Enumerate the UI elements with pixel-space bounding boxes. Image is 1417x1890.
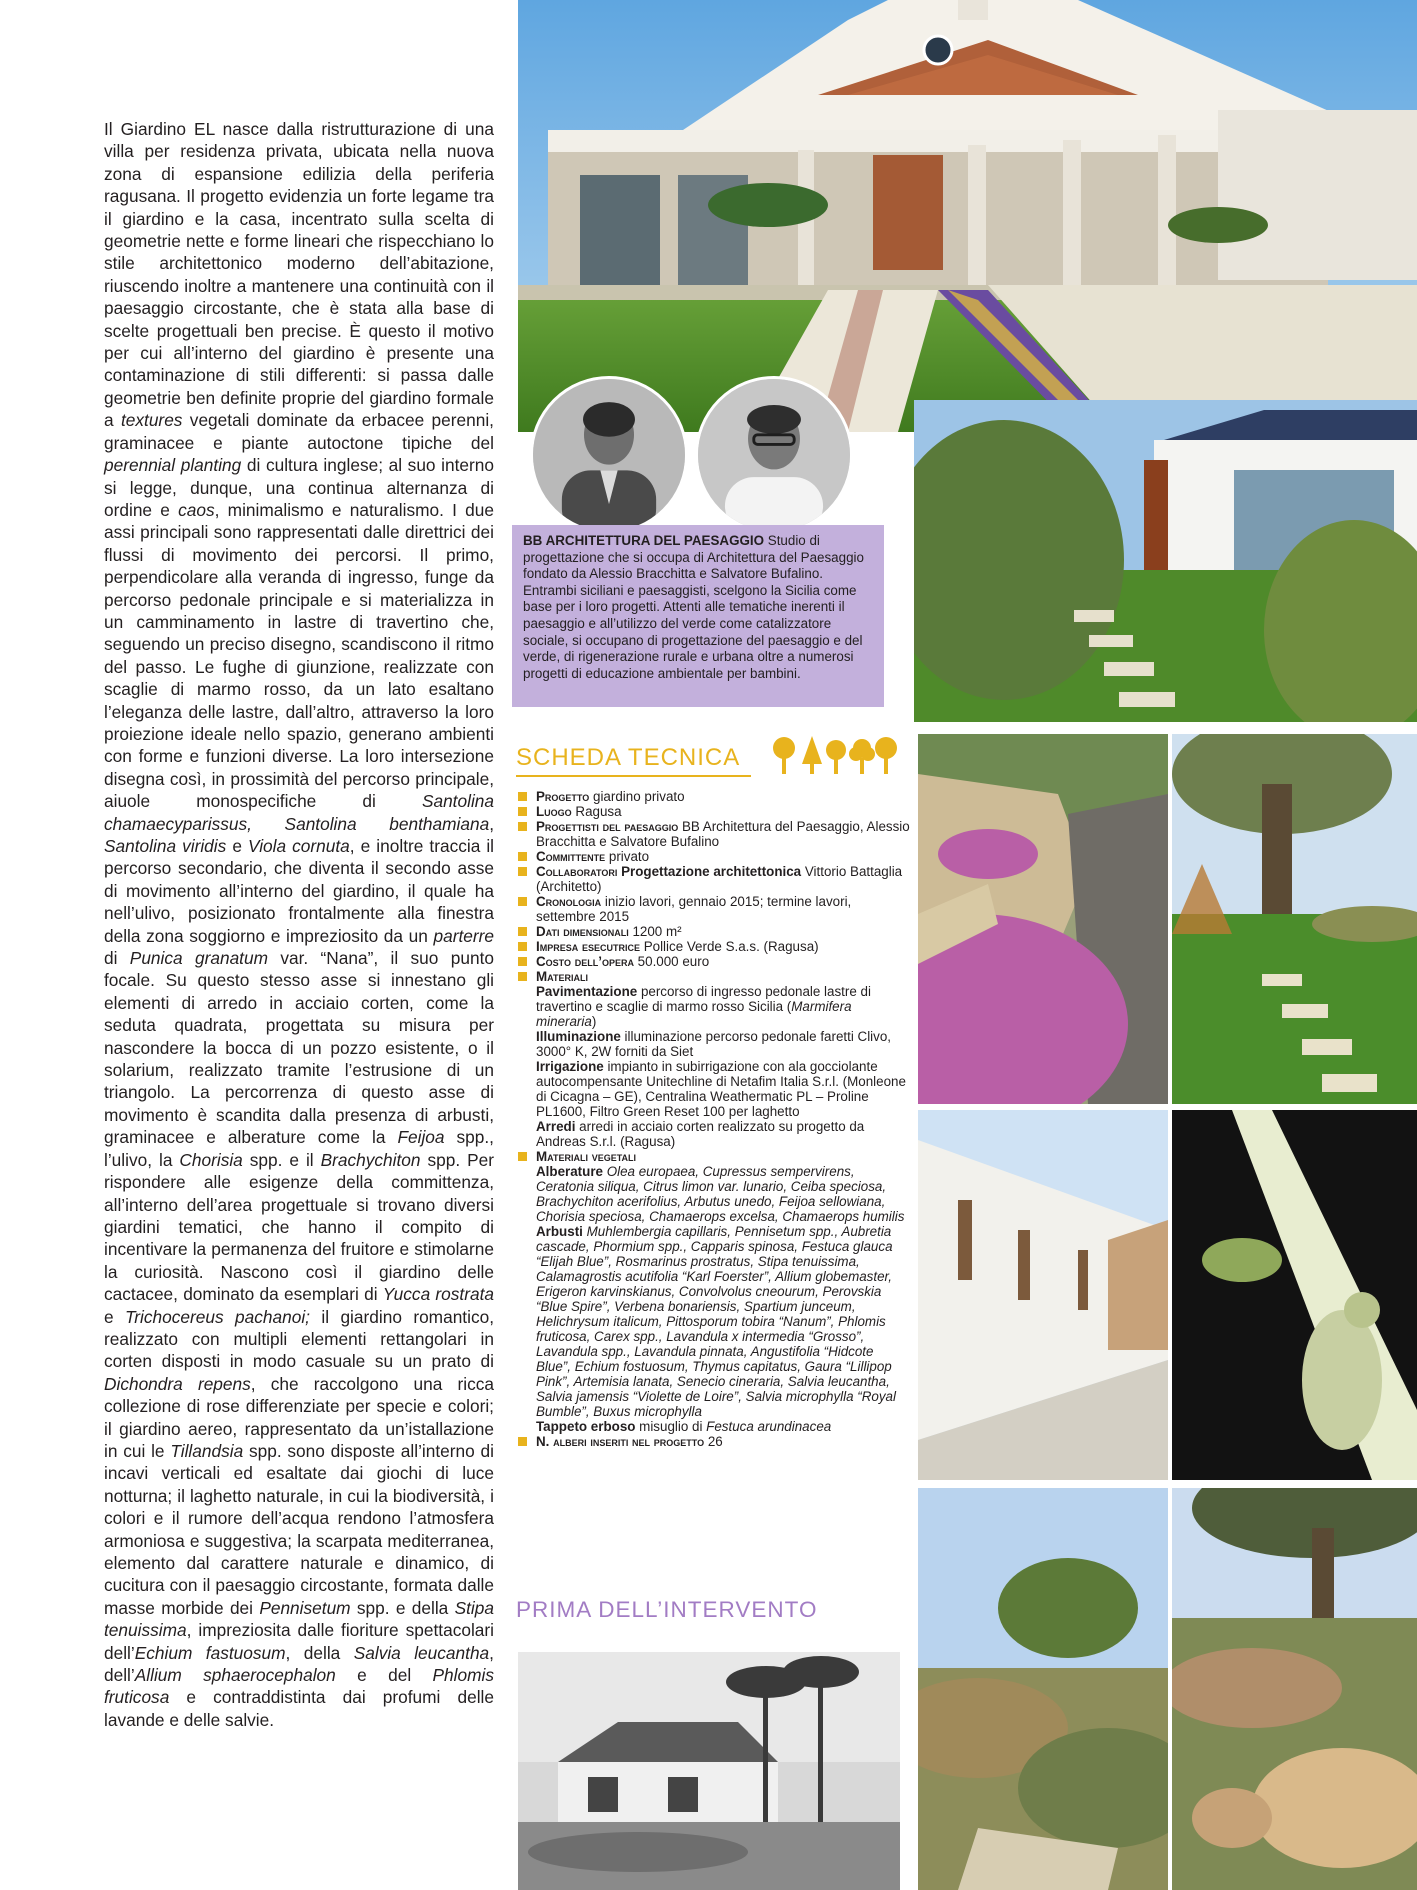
article-italic-run: Yucca rostrata [382, 1284, 494, 1305]
article-body [104, 118, 494, 1731]
scheda-key: Costo dell’opera [536, 954, 634, 969]
article-text-run: , che raccolgono una ricca collezione di rose differenziate per specie e colori; il giardino aereo, rappresentato da un’istallazione in cui le [104, 1373, 494, 1461]
bio-title: BB ARCHITETTURA DEL PAESAGGIO [523, 533, 765, 548]
portrait-alessio-bracchitta [530, 376, 688, 534]
scheda-rule [516, 775, 751, 777]
scheda-key: Cronologia [536, 894, 602, 909]
article-italic-run: Santolina viridis [104, 836, 227, 856]
scheda-sub-arbusti [536, 1224, 910, 1419]
article-italic-run: Santolina chamaecyparissus, Santolina benthamiana [104, 791, 494, 834]
article-italic-run: Trichocereus pachanoi; [125, 1306, 310, 1327]
scheda-list [518, 789, 910, 1449]
photo-tillandsia-installation [1172, 1110, 1417, 1480]
scheda-value: arredi in acciaio corten realizzato su progetto da Andreas S.r.l. (Ragusa) [536, 1119, 865, 1149]
scheda-subkey: Progettazione architettonica [617, 864, 802, 879]
article-italic-run: Stipa tenuissima [104, 1597, 494, 1641]
trees-icon [770, 734, 900, 778]
scheda-value: percorso di ingresso pedonale lastre di travertino e scaglie di marmo rosso Sicilia ( [536, 984, 871, 1014]
scheda-subkey: Pavimentazione [536, 984, 638, 999]
scheda-item-collaboratori [518, 864, 910, 894]
article-text-run: , della [285, 1642, 354, 1663]
article-text-run: e [104, 1306, 126, 1327]
scheda-subkey: Irrigazione [536, 1059, 604, 1074]
article-text-run: spp. e il [242, 1149, 321, 1170]
scheda-sub-illuminazione [536, 1029, 910, 1059]
scheda-key: Dati dimensionali [536, 924, 629, 939]
designer-bio-box [512, 525, 884, 707]
article-text-run: il giardino romantico, realizzato con multipli elementi rettangolari in corten disposti in modo casuale su un prato di [104, 1306, 494, 1372]
article-italic-run: Pennisetum [259, 1597, 351, 1618]
article-italic-run: Allium sphaerocephalon [134, 1665, 336, 1686]
article-text-run: e contraddistinta dai profumi delle lavande e delle salvie. [104, 1687, 494, 1730]
article-text-run: vegetali dominate da erbacee perenni, graminacee e piante autoctone tipiche del [104, 410, 494, 453]
article-text-run: var. “Nana”, il suo punto focale. Su questo stesso asse si innestano gli elementi di arredo in acciaio corten, come la seduta quadrata, progettata su misura per nascondere la bocca di un pozzo esistente, o il solarium, realizzato tramite l’estrusione di un triangolo. La percorrenza di questo asse di movimento è scandita dalla presenza di arbusti, graminacee e alberature come la [104, 948, 494, 1148]
article-italic-run: Echium fastuosum [134, 1642, 286, 1663]
scheda-item-progetto [518, 789, 910, 804]
photo-mediterranean-slope [918, 1488, 1168, 1890]
scheda-subkey: Tappeto erboso [536, 1419, 636, 1434]
photo-modern-wing [914, 400, 1417, 722]
scheda-sub-arredi [536, 1119, 910, 1149]
scheda-value: impianto in subirrigazione con ala gocciolante autocompensante Unitechline di Netafim Italia S.r.l. (Monleone di Cicagna – GE), Centralina Weathermatic PL – Proline PL1600, Filtro Green Reset 100 per laghetto [536, 1059, 906, 1119]
article-text-run: e [226, 836, 248, 856]
scheda-value-italic: Marmifera mineraria [536, 999, 852, 1029]
scheda-item-committente [518, 849, 910, 864]
scheda-key: Materiali vegetali [536, 1149, 637, 1164]
scheda-subkey: Arredi [536, 1119, 576, 1134]
scheda-sub-alberature [536, 1164, 910, 1224]
article-text-run: , [489, 813, 494, 834]
article-text-run: Il Giardino EL nasce dalla ristrutturazione di una villa per residenza privata, ubicata nella nuova zona di espansione edilizia della periferia ragusana. Il progetto evidenzia un forte legame tra il giardino e la casa, incentrato sulla scelta di geometrie nette e forme lineari che rispecchiano lo stile architettonico moderno dell’abitazione, riuscendo inoltre a mantenere una continuità con il paesaggio circostante, che è stata alla base di scelte progettuali ben precise. È questo il motivo per cui all’interno del giardino è presente una contaminazione di stili differenti: si passa dalle geometrie ben definite proprie del giardino formale a [104, 119, 494, 431]
article-text-run: , minimalismo e naturalismo. I due assi principali sono rappresentati dalle direttrici dei flussi di movimento dei percorsi. Il primo, perpendicolare alla veranda di ingresso, funge da percorso pedonale principale e si materializza in un camminamento in lastre di travertino che, seguendo un preciso disegno, scandiscono il ritmo del passo. Le fughe di giunzione, realizzate con scaglie di marmo rosso, da un lato esaltano l’eleganza delle lastre, dall’altro, attraverso la loro proiezione ideale nello spazio, generano ambienti con forme e funzioni diverse. La loro intersezione disegna così, in prossimità del percorso principale, aiuole monospecifiche di [104, 499, 494, 812]
scheda-value: Ragusa [571, 804, 622, 819]
scheda-header [516, 734, 906, 782]
scheda-key: Materiali [536, 969, 588, 984]
scheda-item-cronologia [518, 894, 910, 924]
article-italic-run: Tillandsia [170, 1440, 244, 1461]
photo-corten-wall [918, 1110, 1168, 1480]
article-italic-run: parterre [433, 925, 494, 946]
scheda-subkey: Alberature [536, 1164, 603, 1179]
article-italic-run: Feijoa [397, 1127, 445, 1148]
scheda-item-materiali [518, 969, 910, 1149]
scheda-key: Impresa esecutrice [536, 939, 640, 954]
photo-olive-tree [1172, 734, 1417, 1104]
article-italic-run: Phlomis fruticosa [104, 1665, 494, 1708]
scheda-value-italic: Festuca arundinacea [706, 1419, 832, 1434]
article-text-run: spp. e della [350, 1597, 455, 1618]
scheda-key: Collaboratori [536, 864, 618, 879]
scheda-title: SCHEDA TECNICA [516, 744, 741, 771]
scheda-key: Progettisti del paesaggio [536, 819, 679, 834]
article-text-run: e del [335, 1665, 433, 1686]
article-italic-run: Chorisia [179, 1149, 243, 1170]
scheda-item-n-alberi [518, 1434, 910, 1449]
scheda-subkey: Arbusti [536, 1224, 583, 1239]
scheda-item-costo [518, 954, 910, 969]
scheda-value: 50.000 euro [633, 954, 710, 969]
article-paragraph [104, 118, 494, 1731]
article-italic-run: Brachychiton [320, 1149, 421, 1170]
scheda-value: ) [591, 1014, 597, 1029]
scheda-sub-irrigazione [536, 1059, 910, 1119]
scheda-value: Vittorio Battaglia (Architetto) [536, 864, 903, 894]
scheda-item-impresa [518, 939, 910, 954]
article-text-run: di cultura inglese; al suo interno si legge, dunque, una continua alternanza di ordine e [104, 455, 494, 520]
photo-garden-stones [1172, 1488, 1417, 1890]
scheda-sub-pavimentazione [536, 984, 910, 1029]
article-text-run: , impreziosita dalle fioriture spettacolari dell’ [104, 1620, 494, 1663]
article-italic-run: Punica granatum [129, 948, 268, 969]
scheda-value: Pollice Verde S.a.s. (Ragusa) [639, 939, 819, 954]
scheda-value: inizio lavori, gennaio 2015; termine lavori, settembre 2015 [536, 894, 852, 924]
article-text-run: , e inoltre traccia il percorso secondario, che diventa il secondo asse di movimento all’interno del giardino, il quale ha nell’ulivo, posizionato frontalmente alla finestra della zona soggiorno e impreziosito da un [104, 836, 495, 946]
photo-before-intervention [518, 1652, 900, 1890]
article-italic-run: Viola cornuta [247, 836, 350, 856]
scheda-key: Progetto [536, 789, 590, 804]
article-text-run: spp. Per rispondere alle esigenze della committenza, all’interno dell’area progettuale si trovano diversi giardini tematici, che hanno il compito di incentivare la permanenza del fruitore e stimolarne la curiosità. Nascono così il giardino delle cactacee, dominato da esemplari di [104, 1149, 494, 1305]
article-text-run: , dell’ [104, 1642, 494, 1686]
scheda-value-italic: Muhlembergia capillaris, Pennisetum spp., Aubretia cascade, Phormium spp., Capparis spinosa, Festuca glauca “Elijah Blue”, Rosmarinus prostratus, Stipa tenuissima, Calamagrostis acutifolia “Karl Foerster”, Allium globemaster, Erigeron karvinskianus, Convolvolus cneourum, Perovskia “Blue Spire”, Verbena bonariensis, Spartium junceum, Helichrysum italicum, Pittosporum tobira “Nanum”, Phlomis fruticosa, Carex spp., Lavandula x intermedia “Grosso”, Lavandula spp., Lavandula pinnata, Angustifolia “Hidcote Blue”, Echium fostuosum, Thymus capitatus, Gaura “Lillipop Pink”, Artemisia lanata, Senecio cineraria, Salvia leucantha, Salvia jamensis “Violette de Loire”, Salvia microphylla “Royal Bumble”, Buxus microphylla [536, 1224, 896, 1419]
prima-title: PRIMA DELL’INTERVENTO [516, 1597, 818, 1622]
photo-flower-rockery [918, 734, 1168, 1104]
article-text-run: spp. sono disposte all’interno di incavi verticali ed esaltate dai giochi di luce notturna; il laghetto naturale, in cui la biodiversità, i colori e il rumore dell’acqua rendono l’atmosfera armoniosa e suggestiva; la scarpata mediterranea, elemento dal carattere naturale e dinamico, di cucitura con il paesaggio circostante, formata dalle masse morbide dei [104, 1440, 494, 1618]
bio-text: Studio di progettazione che si occupa di Architettura del Paesaggio fondato da Alessio Bracchitta e Salvatore Bufalino. Entrambi siciliani e paesaggisti, scelgono la Sicilia come base per i loro progetti. Attenti alle tematiche inerenti il paesaggio e all’utilizzo del verde come catalizzatore sociale, si occupano di progettazione del paesaggio e del verde, di rigenerazione rurale e urbana oltre a numerosi progetti di educazione ambientale per bambini. [523, 533, 864, 681]
scheda-value: BB Architettura del Paesaggio, Alessio Bracchitta e Salvatore Bufalino [536, 819, 910, 849]
hero-photo-villa [518, 0, 1417, 432]
scheda-key: Luogo [536, 804, 572, 819]
article-italic-run: caos [178, 499, 215, 520]
article-italic-run: textures [120, 410, 183, 431]
scheda-item-dati [518, 924, 910, 939]
article-italic-run: perennial planting [104, 455, 242, 476]
portrait-salvatore-bufalino [695, 376, 853, 534]
scheda-sub-tappeto [536, 1419, 910, 1434]
scheda-value: 1200 m² [628, 924, 682, 939]
scheda-subkey: Illuminazione [536, 1029, 621, 1044]
scheda-value: privato [605, 849, 650, 864]
article-italic-run: Salvia leucantha [353, 1642, 490, 1663]
scheda-item-materiali-vegetali [518, 1149, 910, 1434]
scheda-value-italic: Olea europaea, Cupressus sempervirens, Ceratonia siliqua, Citrus limon var. lunario, Ceiba speciosa, Brachychiton acerifolius, Arbutus unedo, Feijoa sellowiana, Chorisia speciosa, Chamaerops excelsa, Chamaerops humilis [536, 1164, 905, 1224]
scheda-value: giardino privato [589, 789, 685, 804]
scheda-key: Committente [536, 849, 606, 864]
scheda-item-luogo [518, 804, 910, 819]
scheda-item-progettisti [518, 819, 910, 849]
scheda-value: 26 [704, 1434, 723, 1449]
scheda-key: N. alberi inseriti nel progetto [536, 1434, 705, 1449]
article-italic-run: Dichondra repens [104, 1373, 251, 1394]
article-text-run: spp., l’ulivo, la [104, 1127, 494, 1170]
article-text-run: di [104, 948, 130, 969]
scheda-value: misuglio di [635, 1419, 707, 1434]
scheda-value: illuminazione percorso pedonale faretti Clivo, 3000° K, 2W forniti da Siet [536, 1029, 892, 1059]
